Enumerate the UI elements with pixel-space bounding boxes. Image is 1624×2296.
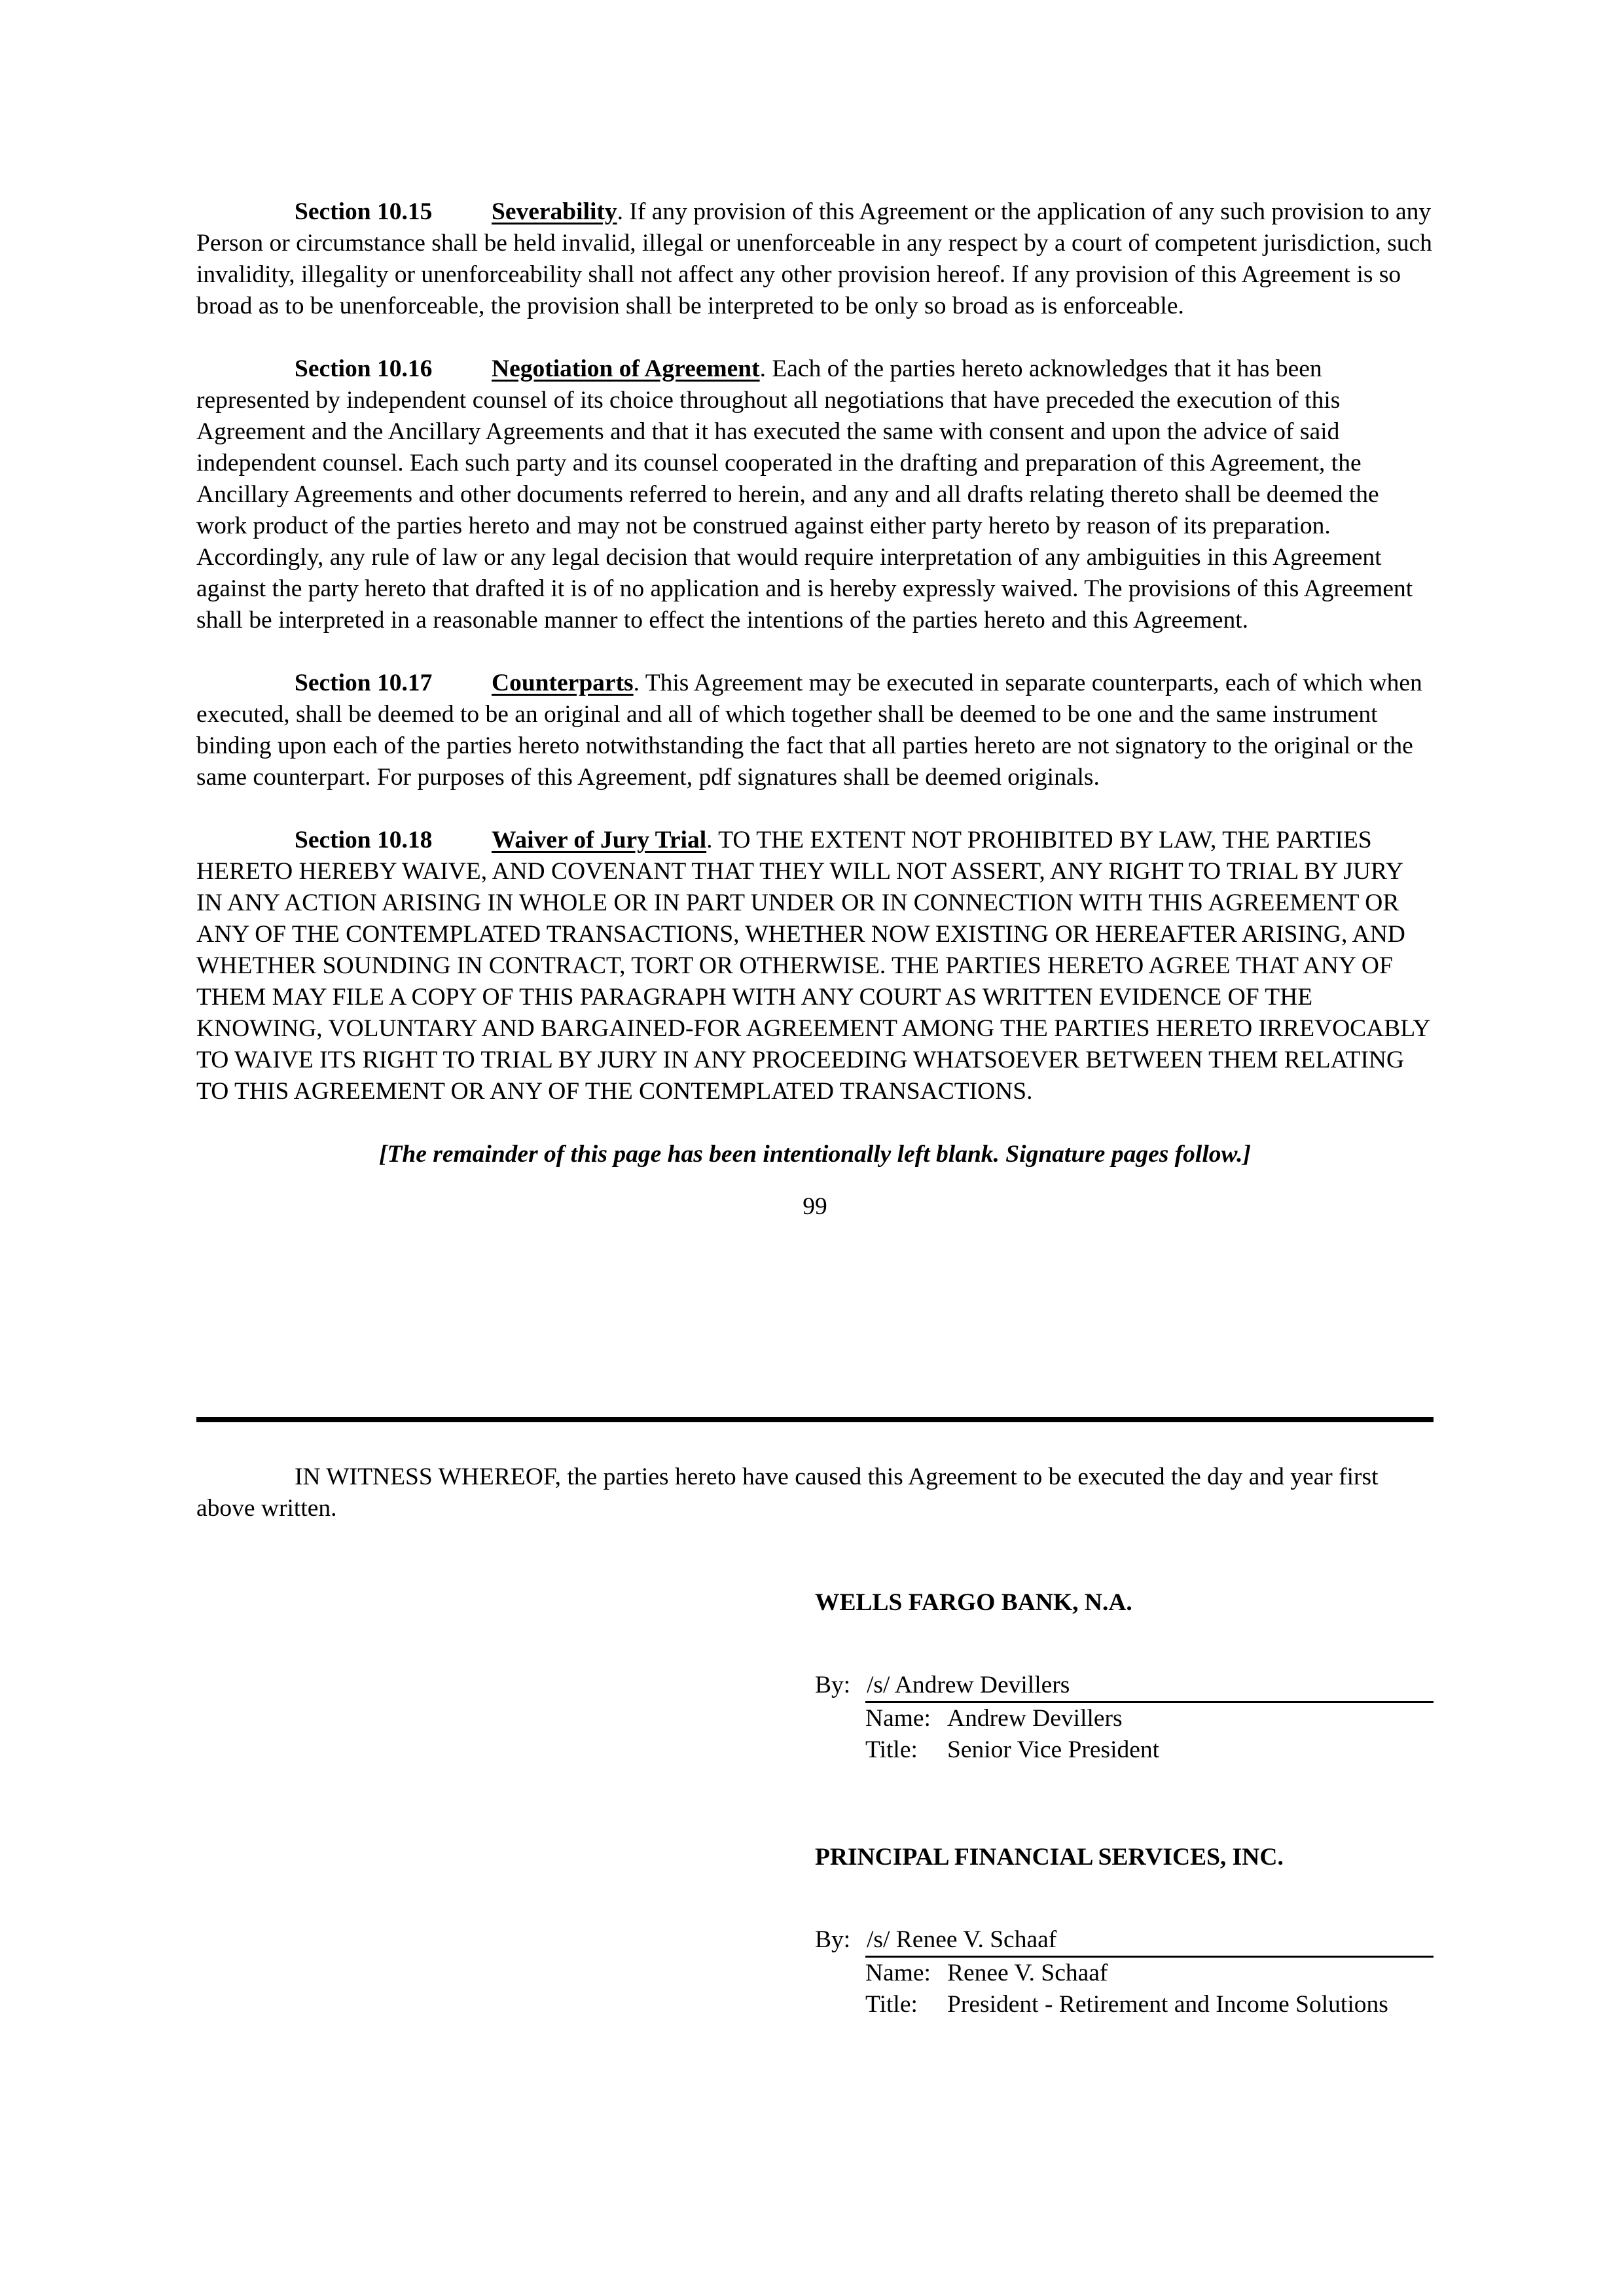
- name-label: Name:: [865, 1960, 931, 1986]
- witness-text: IN WITNESS WHEREOF, the parties hereto have caused this Agreement to be executed the day and year first above written.: [196, 1463, 1379, 1522]
- section-10-15-paragraph: [196, 196, 1434, 322]
- signer-title-row: [865, 1989, 1434, 2020]
- signature-row: [815, 1924, 1434, 1958]
- section-10-18-paragraph: [196, 825, 1434, 1107]
- name-label: Name:: [865, 1705, 931, 1732]
- section-body: . If any provision of this Agreement or the application of any such provision to any Person or circumstance shall be held invalid, illegal or unenforceable in any respect by a court of competent jurisdiction, such invalidity, illegality or unenforceability shall not affect any other provision hereof. If any provision of this Agreement is so broad as to be unenforceable, the provision shall be interpreted to be only so broad as is enforceable.: [196, 198, 1432, 319]
- contract-page-body: [196, 196, 1434, 1223]
- section-number: Section 10.16: [295, 355, 433, 382]
- witness-paragraph: [196, 1462, 1434, 1524]
- signer-name-row: [865, 1703, 1434, 1734]
- section-10-17-paragraph: [196, 668, 1434, 793]
- title-label: Title:: [865, 1991, 918, 2018]
- intentionally-blank-notice: [The remainder of this page has been intentionally left blank. Signature pages follow.]: [378, 1141, 1251, 1168]
- signature-block-principal: [815, 1842, 1434, 2020]
- section-10-16-paragraph: [196, 353, 1434, 636]
- section-number: Section 10.18: [295, 827, 433, 853]
- section-body: . This Agreement may be executed in separate counterparts, each of which when executed, shall be deemed to be an original and all of which together shall be deemed to be one and the same instrument binding upon each of the parties hereto notwithstanding the fact that all parties hereto are not signatory to the original or the same counterpart. For purposes of this Agreement, pdf signatures shall be deemed originals.: [196, 670, 1422, 791]
- section-body: . Each of the parties hereto acknowledges that it has been represented by independent counsel of its choice throughout all negotiations that have preceded the execution of this Agreement and the Ancillary Agreements and that it has executed the same with consent and upon the advice of said independent counsel. Each such party and its counsel cooperated in the drafting and preparation of this Agreement, the Ancillary Agreements and other documents referred to herein, and any and all drafts relating thereto shall be deemed the work product of the parties hereto and may not be construed against either party hereto by reason of its preparation. Accordingly, any rule of law or any legal decision that would require interpretation of any ambiguities in this Agreement against the party hereto that drafted it is of no application and is hereby expressly waived. The provisions of this Agreement shall be interpreted in a reasonable manner to effect the intentions of the parties hereto and this Agreement.: [196, 355, 1413, 634]
- section-title: Negotiation of Agreement: [492, 355, 760, 382]
- signer-name: Andrew Devillers: [947, 1705, 1123, 1732]
- title-label: Title:: [865, 1736, 918, 1763]
- section-title: Counterparts: [492, 670, 634, 696]
- section-title: Severability: [492, 198, 617, 225]
- party-name: WELLS FARGO BANK, N.A.: [815, 1589, 1132, 1616]
- signature-line: /s/ Renee V. Schaaf: [865, 1924, 1434, 1958]
- section-body: . TO THE EXTENT NOT PROHIBITED BY LAW, THE PARTIES HERETO HEREBY WAIVE, AND COVENANT THAT THEY WILL NOT ASSERT, ANY RIGHT TO TRIAL BY JURY IN ANY ACTION ARISING IN WHOLE OR IN PART UNDER OR IN CONNECTION WITH THIS AGREEMENT OR ANY OF THE CONTEMPLATED TRANSACTIONS, WHETHER NOW EXISTING OR HEREAFTER ARISING, AND WHETHER SOUNDING IN CONTRACT, TORT OR OTHERWISE. THE PARTIES HERETO AGREE THAT ANY OF THEM MAY FILE A COPY OF THIS PARAGRAPH WITH ANY COURT AS WRITTEN EVIDENCE OF THE KNOWING, VOLUNTARY AND BARGAINED-FOR AGREEMENT AMONG THE PARTIES HERETO IRREVOCABLY TO WAIVE ITS RIGHT TO TRIAL BY JURY IN ANY PROCEEDING WHATSOEVER BETWEEN THEM RELATING TO THIS AGREEMENT OR ANY OF THE CONTEMPLATED TRANSACTIONS.: [196, 827, 1430, 1105]
- signature-block-wells-fargo: [815, 1587, 1434, 1766]
- signer-title: President - Retirement and Income Solutions: [947, 1991, 1388, 2018]
- signer-title: Senior Vice President: [947, 1736, 1160, 1763]
- party-name: PRINCIPAL FINANCIAL SERVICES, INC.: [815, 1844, 1284, 1871]
- section-title: Waiver of Jury Trial: [492, 827, 707, 853]
- signature-line: /s/ Andrew Devillers: [865, 1670, 1434, 1703]
- signature-row: [815, 1670, 1434, 1703]
- signer-name-row: [865, 1958, 1434, 1989]
- by-label: By:: [815, 1672, 851, 1698]
- section-number: Section 10.17: [295, 670, 433, 696]
- section-number: Section 10.15: [295, 198, 433, 225]
- signer-name: Renee V. Schaaf: [947, 1960, 1108, 1986]
- signer-title-row: [865, 1734, 1434, 1766]
- by-label: By:: [815, 1926, 851, 1953]
- page-number: 99: [803, 1193, 827, 1220]
- page-divider: [196, 1417, 1434, 1422]
